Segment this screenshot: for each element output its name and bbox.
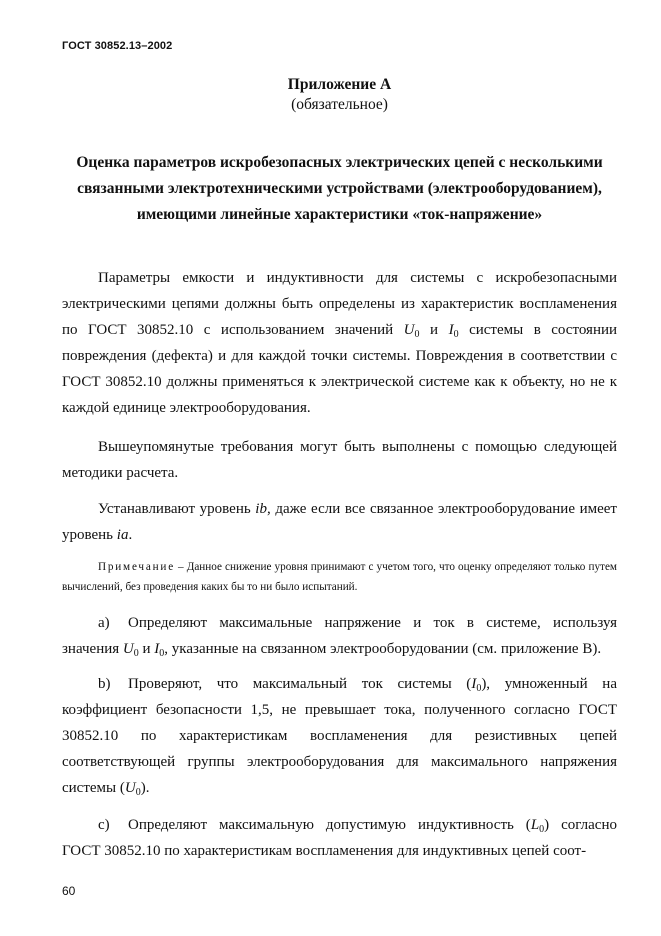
symbol-u0: $U_0$ <box>403 322 420 340</box>
heading-line-3: имеющими линейные характеристики «ток-напряжение» <box>136 206 543 223</box>
level-ib: ib <box>255 501 267 517</box>
paragraph-2: Вышеупомянутые требования могут быть выполнены с помощью следующей методики расчета. <box>62 439 617 481</box>
symbol-u0: $U_0$ <box>124 780 141 798</box>
symbol-i0: $I_0$ <box>154 641 165 659</box>
note-label: Примечание <box>98 561 175 573</box>
heading-line-1: Оценка параметров искробезопасных электрических цепей с несколькими <box>76 154 603 171</box>
list-marker-c: c) <box>98 817 110 833</box>
list-marker-a: a) <box>98 615 110 631</box>
list-item-b: b) Проверяют, что максимальный ток системы $(I_0)$, умноженный на коэффициент безопасности 1,5, не превышает тока, полученного согласно ГОСТ 30852.10 по характеристикам воспламенения для резистивных цепей соответствующей группы электрооборудования для максимального напряжения системы $(U_0)$. <box>62 671 617 801</box>
level-ia: ia <box>116 527 129 543</box>
note: Примечание – Данное снижение уровня принимают с учетом того, что оценку определяют только путем вычислений, без проведения каких бы то ни было испытаний. <box>62 561 617 593</box>
paragraph-1: Параметры емкости и индуктивности для системы с искробезопасными электрическими цепями должны быть определены из характеристик воспламенения по ГОСТ 30852.10 с использованием значений $U_0$ и $I_0$ системы в состоянии повреждения (дефекта) и для каждой точки системы. Повреждения в соответствии с ГОСТ 30852.10 должны применяться к электрической системе как к объекту, но не к каждой единице электрооборудования. <box>62 270 618 416</box>
symbol-i0: $I_0$ <box>448 322 459 340</box>
list-marker-b: b) <box>98 676 111 692</box>
list-item-c: c) Определяют максимальную допустимую индуктивность $(L_0)$ согласно ГОСТ 30852.10 по характеристикам воспламенения для индуктивных цепей соот- <box>62 812 617 864</box>
list-item-a: a) Определяют максимальные напряжение и ток в системе, используя значения $U_0$ и $I_0$, указанные на связанном электрооборудовании (см. приложение В). <box>62 610 617 662</box>
paragraph-3: Устанавливают уровень ib, даже если все связанное электрооборудование имеет уровень ia. <box>62 501 617 543</box>
running-header: ГОСТ 30852.13–2002 <box>62 40 173 52</box>
page-number: 60 <box>62 884 76 898</box>
heading-line-2: связанными электротехническими устройствами (электрооборудованием), <box>77 180 602 197</box>
symbol-u0: $U_0$ <box>122 641 139 659</box>
annex-title: Приложение А <box>287 76 392 93</box>
symbol-l0: $L_0$ <box>530 817 545 835</box>
annex-heading <box>62 150 617 228</box>
symbol-i0: $I_0$ <box>471 676 482 694</box>
annex-status: (обязательное) <box>291 96 388 113</box>
